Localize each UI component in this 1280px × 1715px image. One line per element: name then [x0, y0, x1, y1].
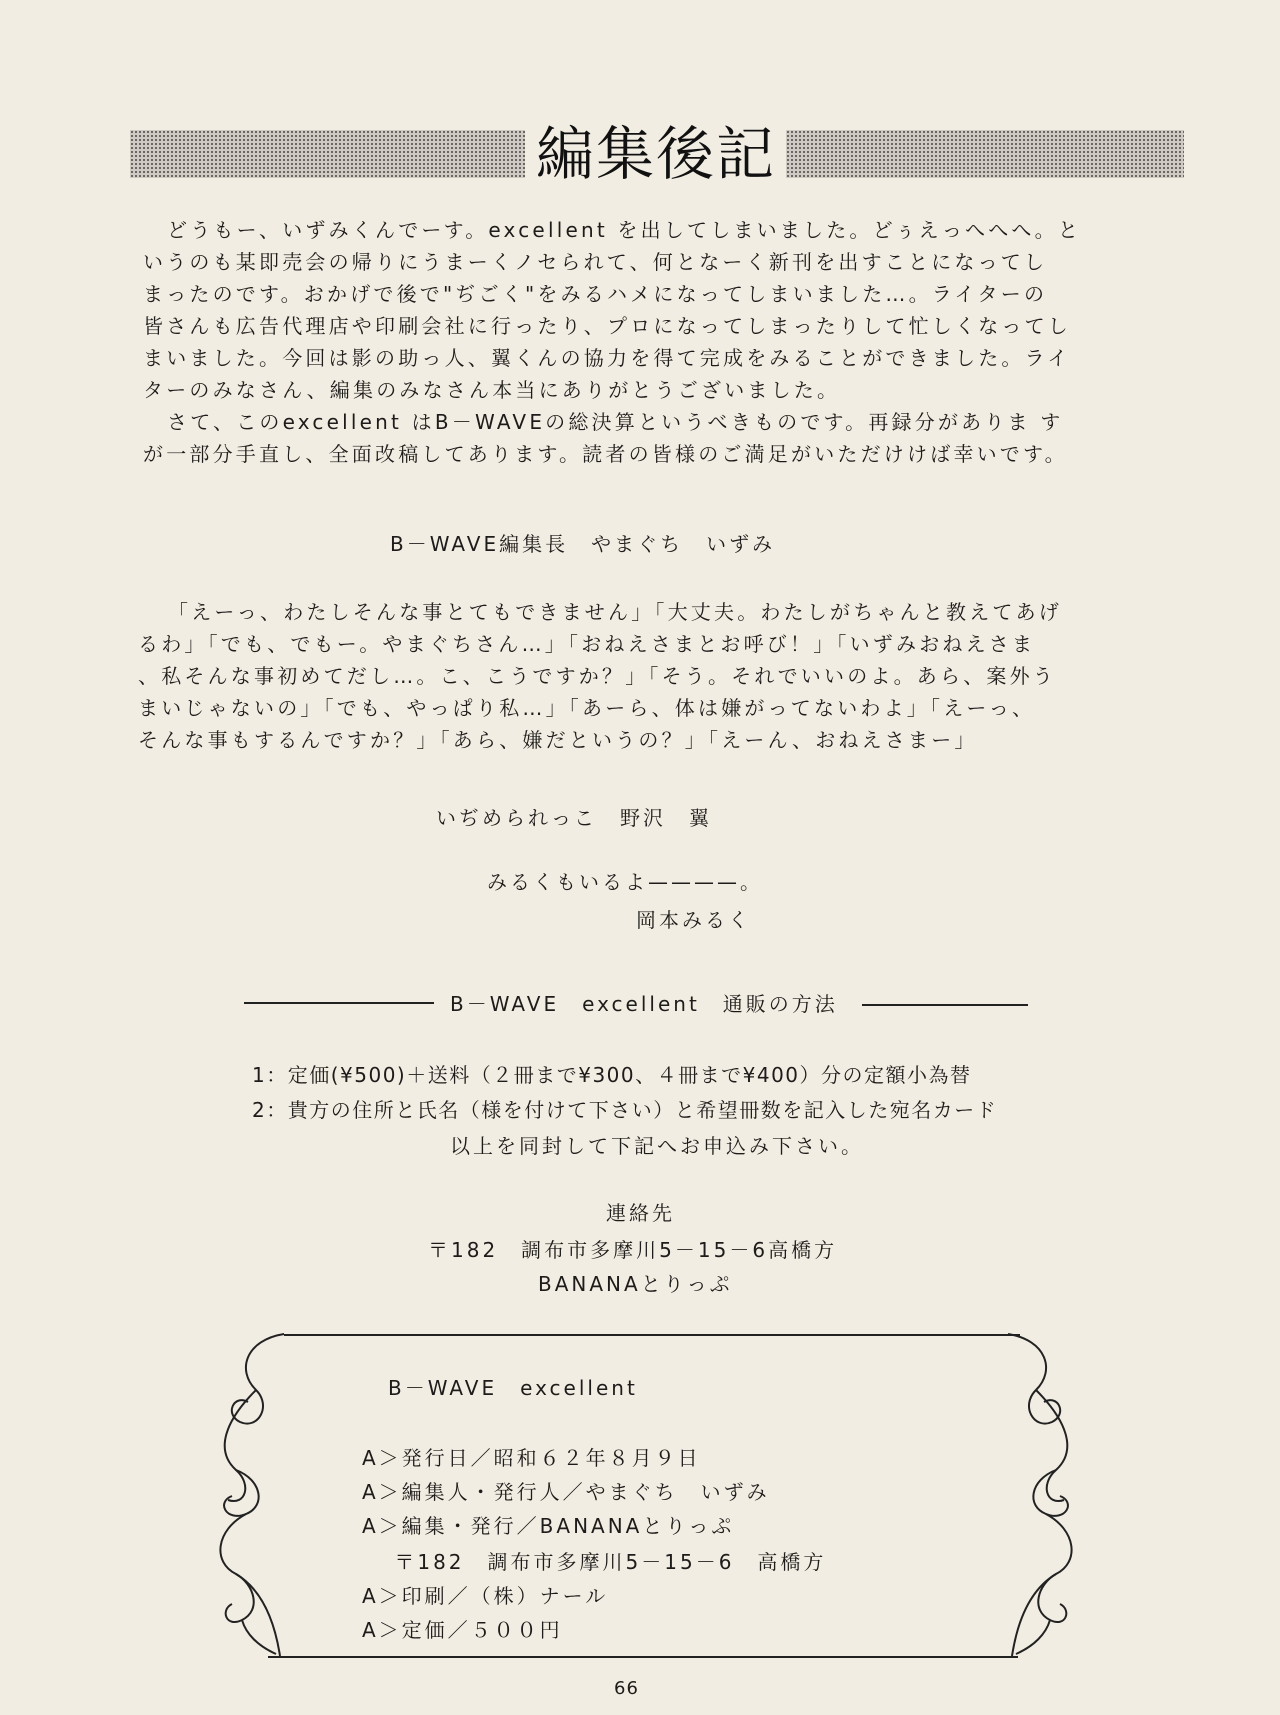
mailorder-item-1: 1：定価(¥500)＋送料（２冊まで¥300、４冊まで¥400）分の定額小為替 — [252, 1063, 972, 1087]
ornament-scroll-right — [1002, 1330, 1086, 1660]
mailorder-rule-left — [244, 1002, 434, 1004]
colophon-row: A＞発行日／昭和６２年８月９日 — [362, 1446, 701, 1470]
text-line: どうもー、いずみくんでーす。excellent を出してしまいました。どぅえっへへへ。と — [167, 218, 1082, 242]
dialogue-signature: いぢめられっこ 野沢 翼 — [436, 806, 712, 830]
text-line: いうのも某即売会の帰りにうまーくノセられて、何となーく新刊を出すことになってし — [143, 250, 1048, 274]
text-line: ターのみなさん、編集のみなさん本当にありがとうございました。 — [143, 378, 841, 402]
colophon-row: A＞定価／５００円 — [362, 1618, 563, 1642]
colophon-row: A＞印刷／（株）ナール — [362, 1584, 609, 1608]
mailorder-rule-right — [862, 1004, 1028, 1006]
header-dot-band-left — [130, 130, 525, 178]
page-title: 編集後記 — [535, 120, 776, 188]
page-number: 66 — [614, 1678, 639, 1699]
text-line: まったのです。おかげで後で"ぢごく"をみるハメになってしまいました…。ライターの — [143, 282, 1048, 306]
mailorder-item-2: 2：貴方の住所と氏名（様を付けて下さい）と希望冊数を記入した宛名カード — [252, 1098, 998, 1122]
editorial-text — [143, 214, 1139, 470]
colophon-frame-bottom — [268, 1656, 1018, 1658]
text-line: るわ」「でも、でもー。やまぐちさん…」「おねえさまとお呼び！」「いずみおねえさま — [138, 632, 1036, 656]
ornament-scroll-left — [206, 1330, 290, 1660]
miruku-signature: 岡本みるく — [636, 908, 751, 932]
text-line: 「えーっ、わたしそんな事とてもできません」「大丈夫。わたしがちゃんと教えてあげ — [168, 600, 1062, 624]
miruku-line: みるくもいるよ————。 — [487, 870, 763, 894]
colophon-frame-top — [284, 1334, 1020, 1336]
text-line: そんな事もするんですか？」「あら、嫌だというの？」「えーん、おねえさまー」 — [138, 728, 978, 752]
header-dot-band-right — [786, 130, 1184, 178]
text-line: まいじゃないの」「でも、やっぱり私…」「あーら、体は嫌がってないわよ」「えーっ、 — [138, 696, 1036, 720]
dialogue-text — [138, 596, 1138, 756]
text-line: まいました。今回は影の助っ人、翼くんの協力を得て完成をみることができました。ライ — [143, 346, 1071, 370]
contact-address: 〒182 調布市多摩川5－15－6高橋方 — [428, 1238, 838, 1262]
colophon-row: A＞編集・発行／BANANAとりっぷ — [362, 1514, 735, 1538]
colophon-row: 〒182 調布市多摩川5－15－6 高橋方 — [362, 1550, 827, 1574]
text-line: 皆さんも広告代理店や印刷会社に行ったり、プロになってしまったりして忙しくなってし — [143, 314, 1071, 338]
mailorder-closing: 以上を同封して下記へお申込み下さい。 — [450, 1134, 864, 1158]
mailorder-heading: B－WAVE excellent 通販の方法 — [450, 992, 838, 1016]
colophon-row: A＞編集人・発行人／やまぐち いずみ — [362, 1480, 770, 1504]
text-line: が一部分手直し、全面改稿してあります。読者の皆様のご満足がいただけけば幸いです。 — [143, 442, 1068, 466]
contact-name: BANANAとりっぷ — [538, 1272, 733, 1296]
colophon-title: B－WAVE excellent — [388, 1376, 638, 1400]
text-line: さて、このexcellent はB－WAVEの総決算というべきものです。再録分がありま す — [167, 410, 1064, 434]
text-line: 、私そんな事初めてだし…。こ、こうですか？」「そう。それでいいのよ。あら、案外う — [138, 664, 1056, 688]
editorial-signature: B－WAVE編集長 やまぐち いずみ — [390, 532, 776, 556]
contact-label: 連絡先 — [606, 1201, 675, 1225]
